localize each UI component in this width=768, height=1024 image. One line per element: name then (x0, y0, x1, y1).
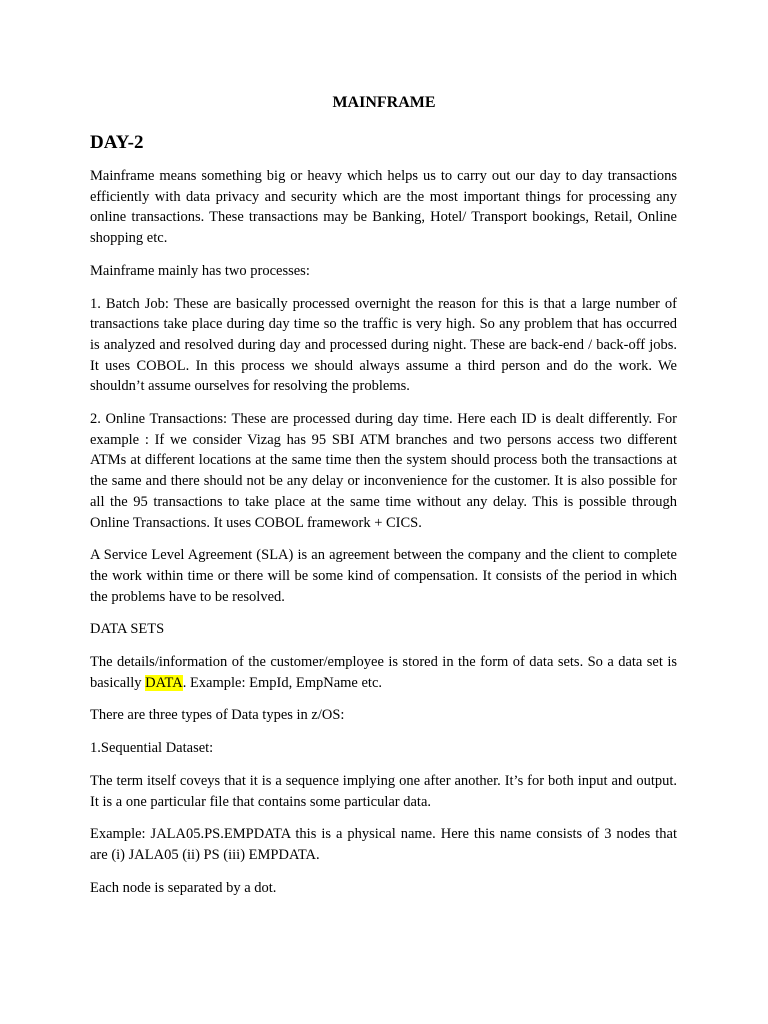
paragraph-sequential-dataset: The term itself coveys that it is a sequence implying one after another. It’s for both input and output. It is a one particular file that contains some particular data. (90, 772, 677, 810)
data-sets-text-after: . Example: EmpId, EmpName etc. (182, 674, 382, 691)
section-heading-data-sets: DATA SETS (90, 621, 165, 638)
paragraph-mainframe-definition: Mainframe means something big or heavy which helps us to carry out our day to day transactions efficiently with data privacy and security which are the most important things for processing any online transactions. These transactions may be Banking, Hotel/ Transport bookings, Retail, Online shopping etc. (90, 168, 677, 247)
paragraph-example-name: Example: JALA05.PS.EMPDATA this is a physical name. Here this name consists of 3 nodes that are (i) JALA05 (ii) PS (iii) EMPDATA. (90, 826, 677, 863)
paragraph-sla: A Service Level Agreement (SLA) is an agreement between the company and the client to complete the work within time or there will be some kind of compensation. It consists of the period in which the problems have to be resolved. (90, 547, 677, 605)
paragraph-batch-job: 1. Batch Job: These are basically processed overnight the reason for this is that a large number of transactions take place during day time so the traffic is very high. So any problem that has occurred is analyzed and resolved during day and processed during night. These are back-end / back-off jobs. It uses COBOL. In this process we should always assume a third person and do the work. We shouldn’t assume ourselves for resolving the problems. (90, 295, 677, 395)
paragraph-node-separator: Each node is separated by a dot. (90, 879, 277, 896)
paragraph-data-types: There are three types of Data types in z/OS: (90, 707, 345, 724)
paragraph-online-transactions: 2. Online Transactions: These are processed during day time. Here each ID is dealt differently. For example : If we consider Vizag has 95 SBI ATM branches and two persons access two different ATMs at different locations at the same time then the system should process both the transactions at the same and there should not be any delay or inconvenience for the customer. It is also possible for all the 95 transactions to take place at the same time without any delay. This is possible through Online Transactions. It uses COBOL framework + CICS. (90, 411, 677, 531)
document-subtitle: DAY-2 (90, 132, 144, 153)
data-sets-text-before: The details/information of the customer/employee is stored in the form of data sets. So a data set is basically (90, 654, 677, 691)
document-body (90, 166, 677, 910)
paragraph-sequential-dataset-heading: 1.Sequential Dataset: (90, 740, 214, 757)
document-title: MAINFRAME (332, 94, 436, 111)
paragraph-processes-intro: Mainframe mainly has two processes: (90, 262, 310, 279)
paragraph-data-sets (90, 652, 677, 693)
highlighted-word: DATA (145, 674, 183, 691)
